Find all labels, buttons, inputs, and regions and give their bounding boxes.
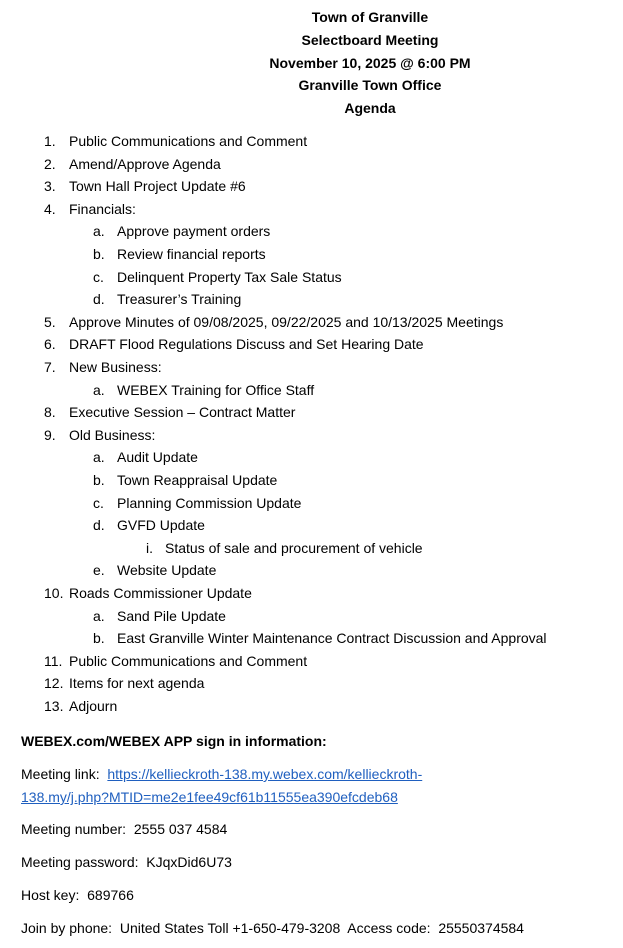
agenda-item-text: Items for next agenda [69,675,205,692]
agenda-item-marker: 13. [44,698,64,714]
agenda-item-text: East Granville Winter Maintenance Contract Discussion and Approval [117,630,547,647]
agenda-subitem [0,560,623,580]
agenda-subitem [0,267,623,287]
agenda-subsubitem [0,538,623,558]
agenda-item-marker: 4. [44,200,56,217]
meeting-link-row [21,764,422,784]
agenda-item [0,402,623,422]
access-code-value: 25550374584 [438,920,524,936]
agenda-item-marker: 12. [44,675,64,692]
agenda-subitem [0,221,623,241]
agenda-item-text: New Business: [69,359,162,375]
agenda-item-text: WEBEX Training for Office Staff [117,381,315,398]
agenda-item [0,583,623,603]
meeting-password-row [21,852,232,872]
agenda-item [0,176,623,196]
agenda-item-text: Review financial reports [117,246,266,262]
agenda-item [0,425,623,445]
join-phone-row [21,918,524,938]
agenda-item-marker: 9. [44,426,56,443]
agenda-subitem [0,244,623,264]
agenda-item-marker: 2. [44,155,56,172]
agenda-item [0,673,623,693]
agenda-item-marker: 8. [44,404,56,421]
agenda-item-marker: 6. [44,336,56,353]
agenda-subitem [0,493,623,513]
agenda-item-marker: d. [93,291,105,308]
agenda-item-marker: d. [93,517,105,534]
agenda-item-marker: 11. [44,652,63,669]
agenda-item-marker: a. [93,607,105,624]
header-date: November 10, 2025 @ 6:00 PM [269,55,471,71]
agenda-item-marker: b. [93,246,105,262]
agenda-item-text: Approve payment orders [117,223,271,240]
meeting-number-value: 2555 037 4584 [133,821,228,837]
agenda-subitem [0,289,623,309]
meeting-number-row [21,819,227,839]
agenda-item-text: Amend/Approve Agenda [69,155,221,172]
agenda-item-text: Treasurer’s Training [117,291,242,308]
meeting-password-value: KJqxDid6U73 [146,854,232,870]
agenda-item-marker: i. [146,539,153,556]
agenda-item-text: Sand Pile Update [117,607,226,624]
meeting-link-label: Meeting link: [21,766,100,782]
agenda-subitem [0,380,623,400]
agenda-item [0,312,623,332]
agenda-item-text: Executive Session – Contract Matter [69,404,296,421]
header-town: Town of Granville [311,9,429,25]
agenda-item-text: Website Update [117,562,217,579]
agenda-item-marker: 10. [44,585,64,601]
agenda-item-text: Town Reappraisal Update [117,472,278,488]
agenda-item-text: Roads Commissioner Update [69,585,252,601]
host-key-row [21,885,134,905]
agenda-item-marker: 3. [44,178,56,195]
agenda-item-text: Financials: [69,200,136,217]
agenda-subitem [0,628,623,648]
agenda-item-text: Approve Minutes of 09/08/2025, 09/22/2025 and 10/13/2025 Meetings [69,313,504,330]
agenda-item-marker: e. [93,562,105,579]
meeting-link-line1[interactable]: https://kellieckroth-138.my.webex.com/kellieckroth- [107,766,423,782]
agenda-item-text: Planning Commission Update [117,494,302,511]
header-meeting: Selectboard Meeting [301,32,439,48]
agenda-item-marker: a. [93,223,105,240]
agenda-subitem [0,515,623,535]
agenda-item [0,651,623,671]
agenda-item-marker: 1. [44,133,56,149]
agenda-item-text: Town Hall Project Update #6 [69,178,246,195]
agenda-item-text: Adjourn [69,698,118,714]
header-agenda: Agenda [344,100,396,116]
agenda-subitem [0,606,623,626]
join-phone-label: Join by phone: [21,920,113,936]
agenda-item-text: Public Communications and Comment [69,133,308,149]
agenda-item-marker: c. [93,494,104,511]
agenda-item-marker: b. [93,630,105,647]
agenda-subitem [0,447,623,467]
agenda-item-marker: a. [93,449,105,466]
agenda-item-text: Old Business: [69,426,156,443]
agenda-item-text: Public Communications and Comment [69,652,308,669]
agenda-item [0,334,623,354]
meeting-link-line2[interactable]: 138.my/j.php?MTID=me2e1fee49cf61b11555ea390efcdeb68 [21,789,398,805]
agenda-item-marker: c. [93,268,104,285]
agenda-item-marker: 5. [44,313,56,330]
agenda-item [0,696,623,716]
agenda-item [0,199,623,219]
agenda-item-text: Audit Update [117,449,198,466]
host-key-label: Host key: [21,887,80,903]
meeting-number-label: Meeting number: [21,821,127,837]
meeting-password-label: Meeting password: [21,854,139,870]
agenda-item-text: Delinquent Property Tax Sale Status [117,268,342,285]
agenda-item-text: DRAFT Flood Regulations Discuss and Set Hearing Date [69,336,424,353]
webex-heading: WEBEX.com/WEBEX APP sign in information: [21,733,327,749]
agenda-item [0,357,623,377]
access-code-label: Access code: [347,920,431,936]
agenda-item-marker: b. [93,472,105,488]
agenda-item-text: GVFD Update [117,517,205,534]
join-phone-value: United States Toll +1-650-479-3208 [119,920,341,936]
header-location: Granville Town Office [298,77,442,93]
agenda-item [0,154,623,174]
agenda-item [0,131,623,151]
agenda-item-text: Status of sale and procurement of vehicle [165,539,423,556]
agenda-item-marker: a. [93,381,105,398]
meeting-link-row2 [21,787,398,807]
agenda-subitem [0,470,623,490]
agenda-item-marker: 7. [44,359,56,375]
host-key-value: 689766 [87,887,134,903]
